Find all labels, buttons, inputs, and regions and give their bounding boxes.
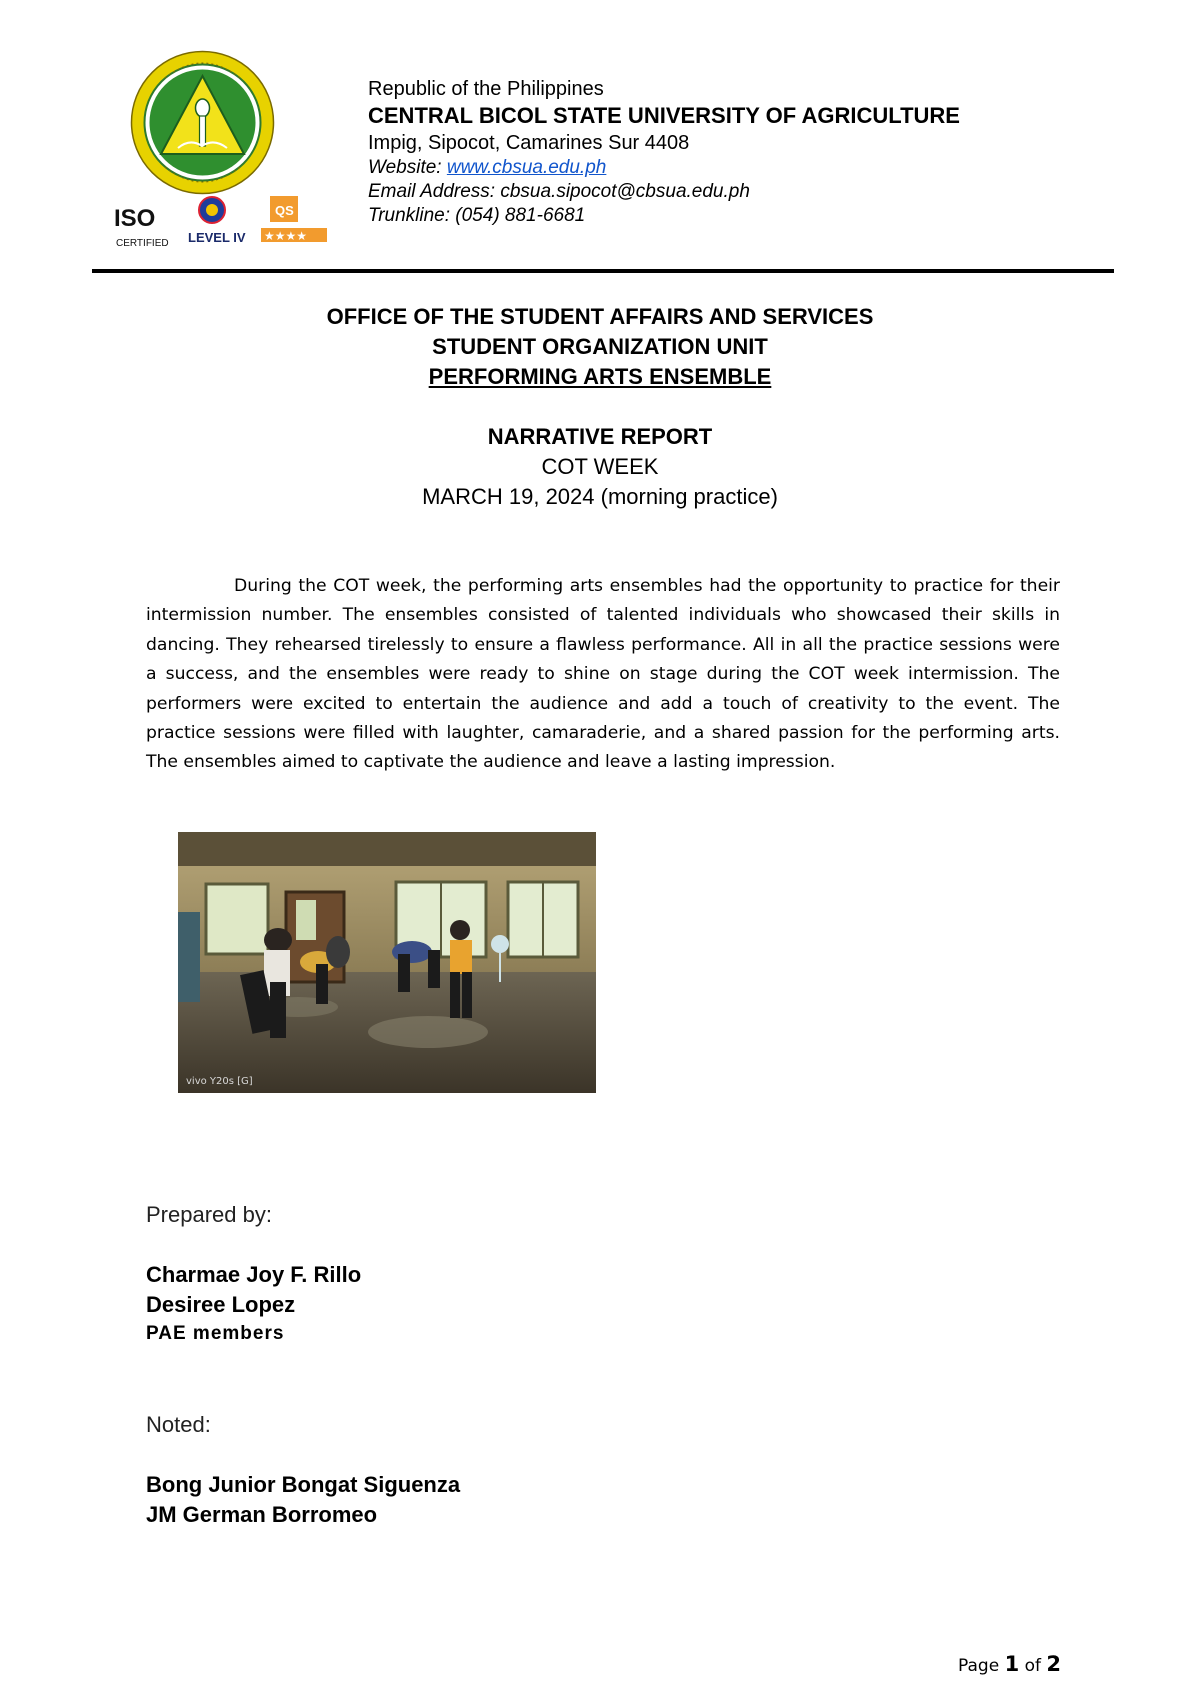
current-page: 1	[1004, 1652, 1020, 1676]
trunkline-line: Trunkline: (054) 881-6681	[368, 205, 586, 226]
level-text: LEVEL IV	[188, 230, 246, 245]
event-title: COT WEEK	[541, 454, 659, 479]
photo-watermark: vivo Y20s [G]	[186, 1076, 253, 1087]
header-divider	[92, 269, 1114, 273]
page-number: Page 1 of 2	[958, 1652, 1062, 1676]
qs-stars: ★★★★	[264, 229, 308, 243]
noter-name: Bong Junior Bongat Siguenza	[146, 1472, 461, 1497]
prepared-by-label: Prepared by:	[146, 1202, 272, 1227]
website-link[interactable]: www.cbsua.edu.ph	[446, 157, 607, 178]
website-label: Website:	[368, 157, 447, 178]
level-iv-badge	[188, 197, 246, 245]
report-date: MARCH 19, 2024 (morning practice)	[422, 484, 778, 509]
unit-title: STUDENT ORGANIZATION UNIT	[432, 334, 768, 359]
preparer-role: PAE members	[146, 1323, 285, 1344]
total-pages: 2	[1046, 1652, 1062, 1676]
noter-name: JM German Borromeo	[146, 1502, 378, 1527]
republic-line: Republic of the Philippines	[368, 78, 604, 100]
iso-text: ISO	[114, 205, 156, 232]
iso-sub-text: CERTIFIED	[116, 238, 169, 249]
narrative-paragraph	[146, 572, 1060, 778]
university-name: CENTRAL BICOL STATE UNIVERSITY OF AGRICULTURE	[368, 103, 960, 128]
narrative-text: During the COT week, the performing arts ensembles had the opportunity to practice for their intermission number. The ensembles consisted of talented individuals who showcased their skills in dancing. They rehearsed tirelessly to ensure a flawless performance. All in all the practice sessions were a success, and the ensembles were ready to shine on stage during the COT week intermission. The performers were excited to entertain the audience and add a touch of creativity to the event. The practice sessions were filled with laughter, camaraderie, and a shared passion for the performing arts. The ensembles aimed to captivate the audience and leave a lasting impression.	[146, 576, 1060, 773]
office-heading-block	[0, 302, 1200, 392]
website-line	[368, 156, 1088, 180]
letterhead	[368, 76, 1088, 228]
qs-stars-badge	[261, 196, 327, 243]
ensemble-title: PERFORMING ARTS ENSEMBLE	[428, 364, 772, 389]
prepared-by-block	[146, 1200, 361, 1348]
preparer-name: Charmae Joy F. Rillo	[146, 1262, 362, 1287]
iso-certified-badge	[114, 205, 169, 249]
qs-text: QS	[275, 203, 294, 218]
office-title: OFFICE OF THE STUDENT AFFAIRS AND SERVICES	[326, 304, 874, 329]
email-line: Email Address: cbsua.sipocot@cbsua.edu.ph	[368, 181, 750, 202]
university-address: Impig, Sipocot, Camarines Sur 4408	[368, 132, 690, 154]
report-heading-block	[0, 422, 1200, 512]
preparer-name: Desiree Lopez	[146, 1292, 296, 1317]
noted-block	[146, 1410, 460, 1530]
noted-label: Noted:	[146, 1412, 211, 1437]
practice-photo	[178, 832, 596, 1093]
report-title: NARRATIVE REPORT	[487, 424, 713, 449]
university-seal-logo	[130, 50, 275, 195]
accreditation-badges	[112, 196, 332, 256]
